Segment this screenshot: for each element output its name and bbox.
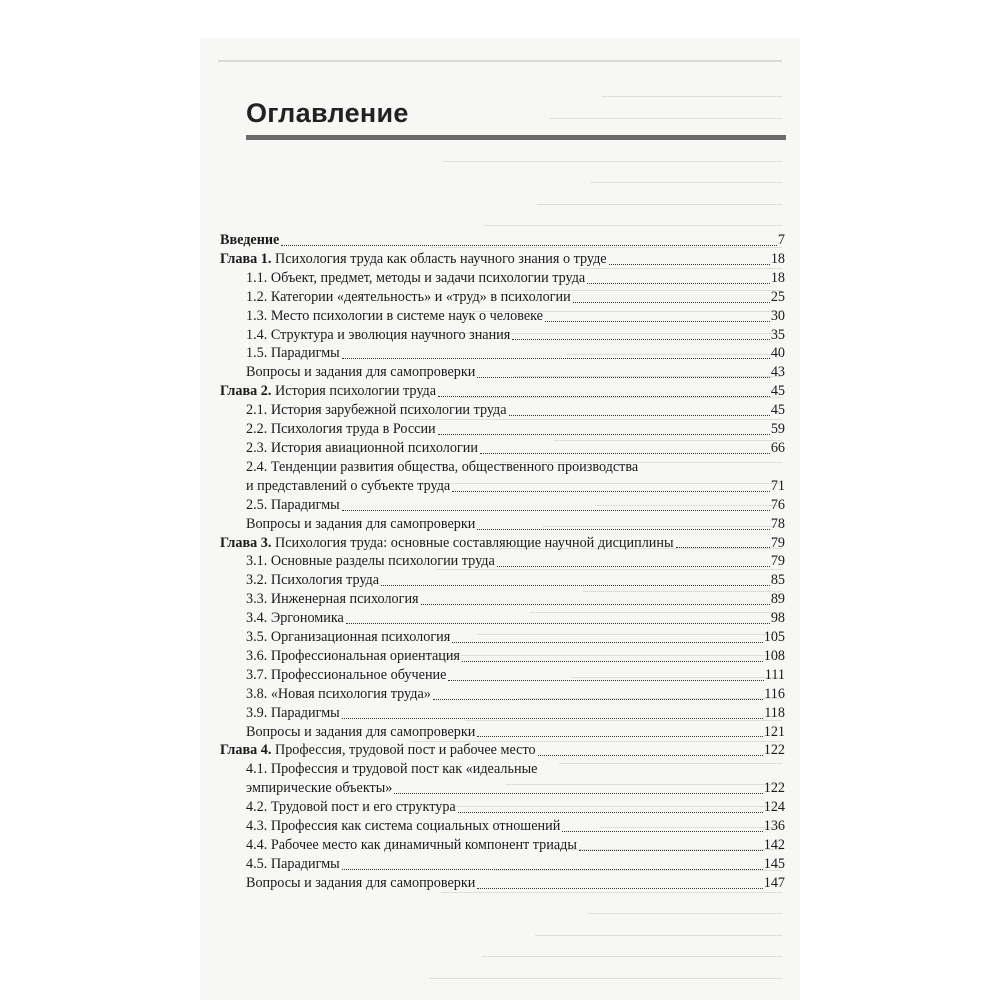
toc-entry-text: 3.2. Психология труда — [246, 572, 380, 589]
toc-entry-label — [220, 326, 510, 345]
toc-section-entry — [220, 798, 785, 817]
toc-page-number: 45 — [770, 383, 785, 400]
toc-page-number: 71 — [770, 477, 785, 494]
toc-page-number: 116 — [764, 685, 785, 702]
ghost-text-line — [482, 956, 782, 957]
dot-leader — [477, 529, 769, 530]
toc-page-number: 136 — [763, 818, 785, 835]
toc-section-entry — [220, 685, 785, 704]
toc-chapter-entry — [220, 250, 785, 269]
toc-entry-label — [220, 741, 536, 760]
toc-entry-text: 2.4. Тенденции развития общества, общественного производства — [246, 458, 639, 475]
toc-entry-text: 3.5. Организационная психология — [246, 629, 451, 646]
toc-entry-text: 4.3. Профессия как система социальных отношений — [246, 818, 561, 835]
toc-entry-label — [220, 344, 340, 363]
toc-section-entry — [220, 760, 785, 798]
ghost-text-line — [535, 935, 782, 936]
toc-page-number: 45 — [770, 402, 785, 419]
dot-leader — [381, 585, 770, 586]
toc-entry-label — [220, 836, 577, 855]
toc-entry-label — [220, 439, 478, 458]
dot-leader — [342, 358, 770, 359]
dot-leader — [480, 453, 770, 454]
toc-entry-label — [220, 269, 585, 288]
ghost-text-line — [588, 913, 782, 914]
toc-entry-text: Психология труда: основные составляющие научной дисциплины — [274, 534, 674, 551]
toc-entry-text: 1.5. Парадигмы — [246, 345, 340, 362]
toc-entry-line — [246, 477, 785, 496]
dot-leader — [512, 339, 770, 340]
toc-entry-text: Вопросы и задания для самопроверки — [246, 364, 476, 381]
toc-entry-label — [220, 628, 450, 647]
toc-entry-label — [220, 723, 475, 742]
toc-page-number: 145 — [763, 855, 785, 872]
toc-section-entry — [220, 326, 785, 345]
toc-entry-label — [220, 571, 379, 590]
toc-entry-text: 3.9. Парадигмы — [246, 704, 340, 721]
ghost-text-line — [602, 96, 782, 97]
toc-entry-label — [220, 874, 475, 893]
toc-chapter-entry — [220, 382, 785, 401]
dot-leader — [458, 812, 763, 813]
toc-section-entry — [220, 515, 785, 534]
toc-chapter-number: Глава 3. — [220, 534, 272, 551]
toc-entry-label — [220, 552, 495, 571]
toc-chapter-number: Глава 1. — [220, 250, 272, 267]
toc-section-entry — [220, 458, 785, 496]
dot-leader — [477, 736, 762, 737]
dot-leader — [394, 793, 762, 794]
ghost-text-line — [590, 182, 782, 183]
toc-section-entry — [220, 307, 785, 326]
toc-entry-text: эмпирические объекты» — [246, 780, 393, 797]
dot-leader — [438, 434, 770, 435]
toc-entry-label — [220, 382, 436, 401]
toc-entry-label — [220, 231, 279, 250]
dot-leader — [579, 850, 763, 851]
toc-entry-text: и представлений о субъекте труда — [246, 477, 451, 494]
toc-section-entry — [220, 874, 785, 893]
toc-section-entry — [220, 647, 785, 666]
dot-leader — [538, 755, 763, 756]
toc-entry-label — [220, 817, 560, 836]
toc-page-number: 40 — [770, 345, 785, 362]
toc-section-entry — [220, 401, 785, 420]
toc-entry-label — [246, 459, 638, 475]
toc-page-number: 122 — [763, 780, 785, 797]
toc-entry-label — [246, 761, 537, 777]
toc-section-entry — [220, 363, 785, 382]
toc-entry-text: Вопросы и задания для самопроверки — [246, 515, 476, 532]
toc-chapter-number: Глава 4. — [220, 742, 272, 759]
toc-page-number: 122 — [763, 742, 785, 759]
page-title: Оглавление — [246, 98, 409, 128]
toc-chapter-entry — [220, 231, 785, 250]
toc-entry-text: 3.7. Профессиональное обучение — [246, 666, 447, 683]
toc-page-number: 18 — [770, 269, 785, 286]
dot-leader — [281, 245, 777, 246]
toc-section-entry — [220, 836, 785, 855]
book-page — [200, 38, 800, 1000]
dot-leader — [421, 604, 770, 605]
toc-entry-text: 4.5. Парадигмы — [246, 855, 340, 872]
toc-page-number: 98 — [770, 610, 785, 627]
ghost-text-line — [537, 204, 782, 205]
toc-section-entry — [220, 288, 785, 307]
toc-entry-label — [220, 288, 571, 307]
toc-page-number: 111 — [764, 666, 785, 683]
toc-entry-text: 3.3. Инженерная психология — [246, 591, 419, 608]
toc-entry-label — [246, 477, 450, 496]
toc-section-entry — [220, 704, 785, 723]
toc-page-number: 35 — [770, 326, 785, 343]
toc-entry-text: Психология труда как область научного знания о труде — [274, 250, 607, 267]
toc-entry-text: 2.1. История зарубежной психологии труда — [246, 402, 507, 419]
ghost-text-line — [484, 225, 782, 226]
toc-section-entry — [220, 552, 785, 571]
dot-leader — [452, 491, 770, 492]
toc-entry-label — [220, 855, 340, 874]
toc-section-entry — [220, 628, 785, 647]
toc-entry-text: 1.1. Объект, предмет, методы и задачи психологии труда — [246, 269, 586, 286]
toc-section-entry — [220, 496, 785, 515]
dot-leader — [676, 547, 770, 548]
toc-entry-text: История психологии труда — [274, 383, 437, 400]
ghost-text-line — [429, 978, 782, 979]
toc-page-number: 124 — [763, 799, 785, 816]
toc-page-number: 142 — [763, 837, 785, 853]
toc-entry-label — [220, 704, 340, 723]
toc-page-number: 118 — [764, 704, 785, 721]
toc-entry-text: Введение — [220, 232, 280, 248]
toc-entry-label — [220, 363, 475, 382]
toc-entry-text: 3.1. Основные разделы психологии труда — [246, 553, 495, 570]
toc-entry-label — [220, 666, 446, 685]
toc-section-entry — [220, 269, 785, 288]
toc-chapter-number: Глава 2. — [220, 383, 272, 400]
toc-entry-label — [220, 685, 431, 704]
toc-page-number: 76 — [770, 496, 785, 513]
toc-entry-text: 2.2. Психология труда в России — [246, 421, 436, 438]
dot-leader — [462, 661, 763, 662]
toc-entry-label — [220, 590, 419, 609]
toc-page-number: 105 — [763, 629, 785, 646]
toc-section-entry — [220, 420, 785, 439]
dot-leader — [587, 283, 770, 284]
toc-page-number: 18 — [770, 250, 785, 267]
toc-entry-text: 1.4. Структура и эволюция научного знания — [246, 326, 511, 343]
toc-section-entry — [220, 817, 785, 836]
dot-leader — [509, 415, 770, 416]
toc-entry-label — [220, 496, 340, 515]
toc-page-number: 108 — [763, 647, 785, 664]
toc-page-number: 89 — [770, 591, 785, 608]
toc-page-number: 43 — [770, 364, 785, 381]
toc-entry-line — [246, 779, 785, 798]
toc-page-number: 25 — [770, 288, 785, 305]
table-of-contents — [220, 231, 785, 893]
dot-leader — [497, 566, 770, 567]
toc-page-number: 7 — [777, 232, 785, 248]
toc-page-number: 30 — [770, 307, 785, 324]
toc-entry-text: Профессия, трудовой пост и рабочее место — [274, 742, 536, 759]
toc-section-entry — [220, 609, 785, 628]
dot-leader — [342, 510, 770, 511]
ghost-text-line — [443, 161, 782, 162]
toc-entry-label — [220, 798, 456, 817]
dot-leader — [433, 699, 763, 700]
toc-chapter-entry — [220, 741, 785, 760]
toc-entry-text: Вопросы и задания для самопроверки — [246, 874, 476, 891]
toc-entry-label — [220, 609, 344, 628]
dot-leader — [346, 623, 770, 624]
toc-section-entry — [220, 571, 785, 590]
toc-entry-text: 4.4. Рабочее место как динамичный компонент триады — [246, 837, 577, 853]
dot-leader — [562, 831, 762, 832]
toc-page-number: 59 — [770, 421, 785, 438]
toc-entry-line — [246, 760, 785, 779]
dot-leader — [452, 642, 762, 643]
toc-page-number: 79 — [770, 534, 785, 551]
toc-page-number: 78 — [770, 515, 785, 532]
toc-section-entry — [220, 666, 785, 685]
toc-page-number: 66 — [770, 439, 785, 456]
dot-leader — [448, 680, 763, 681]
toc-entry-text: 4.2. Трудовой пост и его структура — [246, 799, 456, 816]
dot-leader — [477, 377, 769, 378]
toc-entry-label — [220, 250, 607, 269]
toc-section-entry — [220, 590, 785, 609]
toc-entry-text: 2.5. Парадигмы — [246, 496, 340, 513]
toc-page-number: 79 — [770, 553, 785, 570]
toc-entry-text: 2.3. История авиационной психологии — [246, 439, 478, 456]
toc-section-entry — [220, 723, 785, 742]
toc-section-entry — [220, 344, 785, 363]
toc-entry-text: 4.1. Профессия и трудовой пост как «идеальные — [246, 761, 538, 778]
toc-page-number: 147 — [763, 874, 785, 891]
dot-leader — [573, 302, 770, 303]
dot-leader — [438, 396, 770, 397]
toc-entry-text: 3.6. Профессиональная ориентация — [246, 647, 460, 664]
toc-entry-text: 3.4. Эргономика — [246, 610, 344, 627]
toc-section-entry — [220, 855, 785, 874]
toc-entry-text: 1.3. Место психологии в системе наук о человеке — [246, 307, 543, 324]
toc-entry-label — [220, 307, 543, 326]
toc-entry-text: 3.8. «Новая психология труда» — [246, 685, 431, 702]
dot-leader — [477, 888, 762, 889]
toc-entry-label — [246, 779, 392, 798]
dot-leader — [342, 869, 763, 870]
toc-entry-label — [220, 647, 460, 666]
title-underline — [246, 135, 786, 140]
ghost-text-line — [549, 118, 782, 119]
toc-entry-label — [220, 401, 507, 420]
dot-leader — [609, 264, 770, 265]
toc-entry-label — [220, 420, 436, 439]
dot-leader — [342, 718, 764, 719]
ghost-header-rule — [218, 60, 782, 62]
toc-entry-text: Вопросы и задания для самопроверки — [246, 723, 476, 740]
toc-section-entry — [220, 439, 785, 458]
toc-entry-label — [220, 515, 475, 534]
toc-page-number: 121 — [763, 723, 785, 740]
toc-chapter-entry — [220, 534, 785, 553]
toc-entry-line — [246, 458, 785, 477]
toc-entry-label — [220, 534, 674, 553]
toc-page-number: 85 — [770, 572, 785, 589]
dot-leader — [545, 321, 770, 322]
toc-entry-text: 1.2. Категории «деятельность» и «труд» в психологии — [246, 288, 571, 305]
